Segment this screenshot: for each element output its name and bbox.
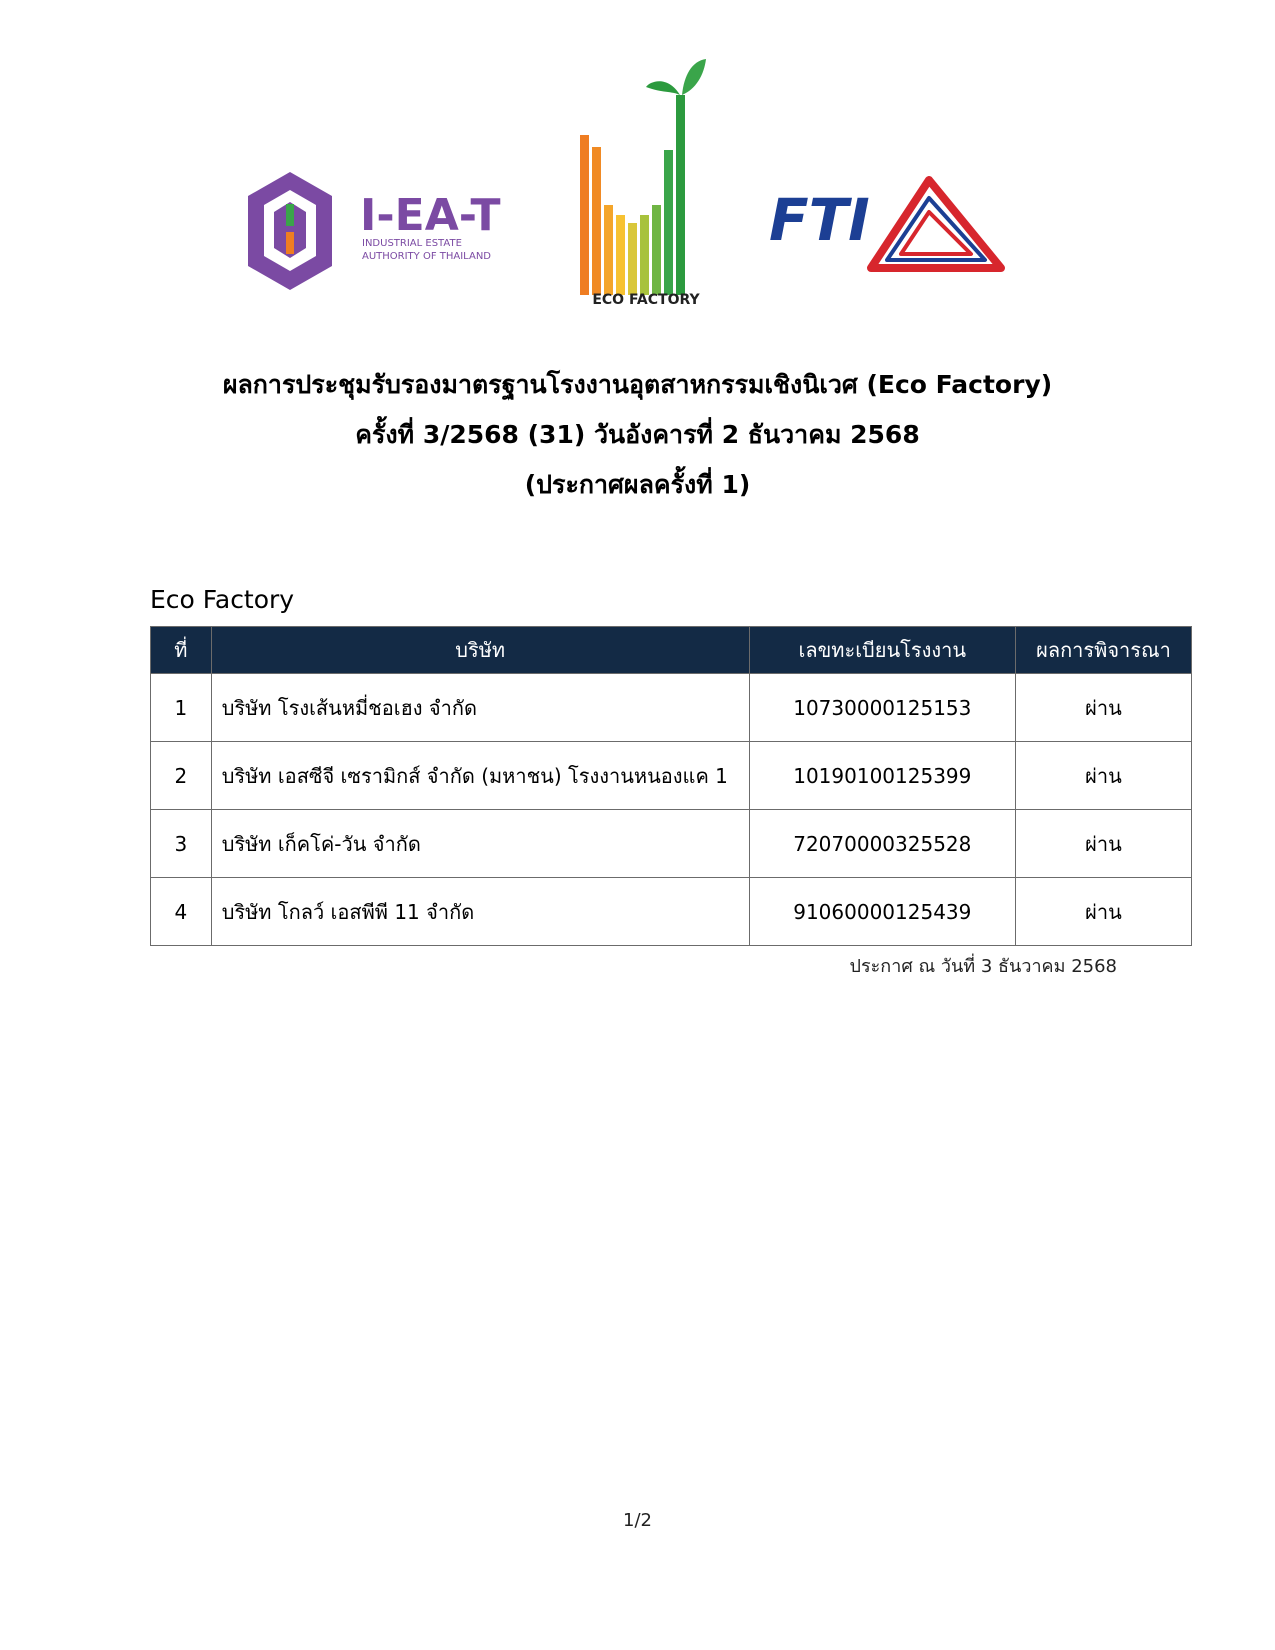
row-no: 1 bbox=[151, 674, 212, 742]
row-no: 2 bbox=[151, 742, 212, 810]
header-reg-number: เลขทะเบียนโรงงาน bbox=[749, 627, 1015, 674]
fti-logo bbox=[767, 176, 1005, 281]
ieat-sub-line1: INDUSTRIAL ESTATE bbox=[362, 238, 462, 249]
table-row bbox=[151, 674, 1192, 742]
document-title bbox=[0, 360, 1275, 510]
header-result: ผลการพิจารณา bbox=[1015, 627, 1191, 674]
row-result: ผ่าน bbox=[1015, 742, 1191, 810]
row-result: ผ่าน bbox=[1015, 674, 1191, 742]
eco-factory-logo bbox=[576, 55, 716, 307]
table-header-row bbox=[151, 627, 1192, 674]
row-company: บริษัท โรงเส้นหมี่ชอเฮง จำกัด bbox=[211, 674, 749, 742]
row-result: ผ่าน bbox=[1015, 878, 1191, 946]
ieat-sub-line2: AUTHORITY OF THAILAND bbox=[362, 251, 491, 262]
logo-row bbox=[0, 0, 1275, 320]
title-line-1: ผลการประชุมรับรองมาตรฐานโรงงานอุตสาหกรรมเชิงนิเวศ (Eco Factory) bbox=[222, 370, 1053, 399]
table-row bbox=[151, 742, 1192, 810]
ieat-mark: I-EA-T bbox=[360, 190, 501, 241]
row-reg-number: 10190100125399 bbox=[749, 742, 1015, 810]
row-reg-number: 72070000325528 bbox=[749, 810, 1015, 878]
row-reg-number: 91060000125439 bbox=[749, 878, 1015, 946]
row-reg-number: 10730000125153 bbox=[749, 674, 1015, 742]
ieat-logo bbox=[240, 168, 540, 293]
announcement-date: ประกาศ ณ วันที่ 3 ธันวาคม 2568 bbox=[849, 956, 1117, 977]
page-number: 1/2 bbox=[623, 1510, 652, 1531]
header-no: ที่ bbox=[151, 627, 212, 674]
header-company: บริษัท bbox=[211, 627, 749, 674]
row-company: บริษัท เก็คโค่-วัน จำกัด bbox=[211, 810, 749, 878]
row-company: บริษัท เอสซีจี เซรามิกส์ จำกัด (มหาชน) โรงงานหนองแค 1 bbox=[211, 742, 749, 810]
section-heading: Eco Factory bbox=[150, 585, 295, 614]
eco-factory-label: ECO FACTORY bbox=[592, 292, 700, 307]
row-company: บริษัท โกลว์ เอสพีพี 11 จำกัด bbox=[211, 878, 749, 946]
title-line-2: ครั้งที่ 3/2568 (31) วันอังคารที่ 2 ธันวาคม 2568 bbox=[355, 420, 920, 449]
results-table bbox=[150, 626, 1192, 946]
fti-mark: FTI bbox=[769, 186, 870, 254]
table-row bbox=[151, 878, 1192, 946]
row-result: ผ่าน bbox=[1015, 810, 1191, 878]
table-row bbox=[151, 810, 1192, 878]
title-line-3: (ประกาศผลครั้งที่ 1) bbox=[524, 470, 751, 499]
row-no: 3 bbox=[151, 810, 212, 878]
row-no: 4 bbox=[151, 878, 212, 946]
